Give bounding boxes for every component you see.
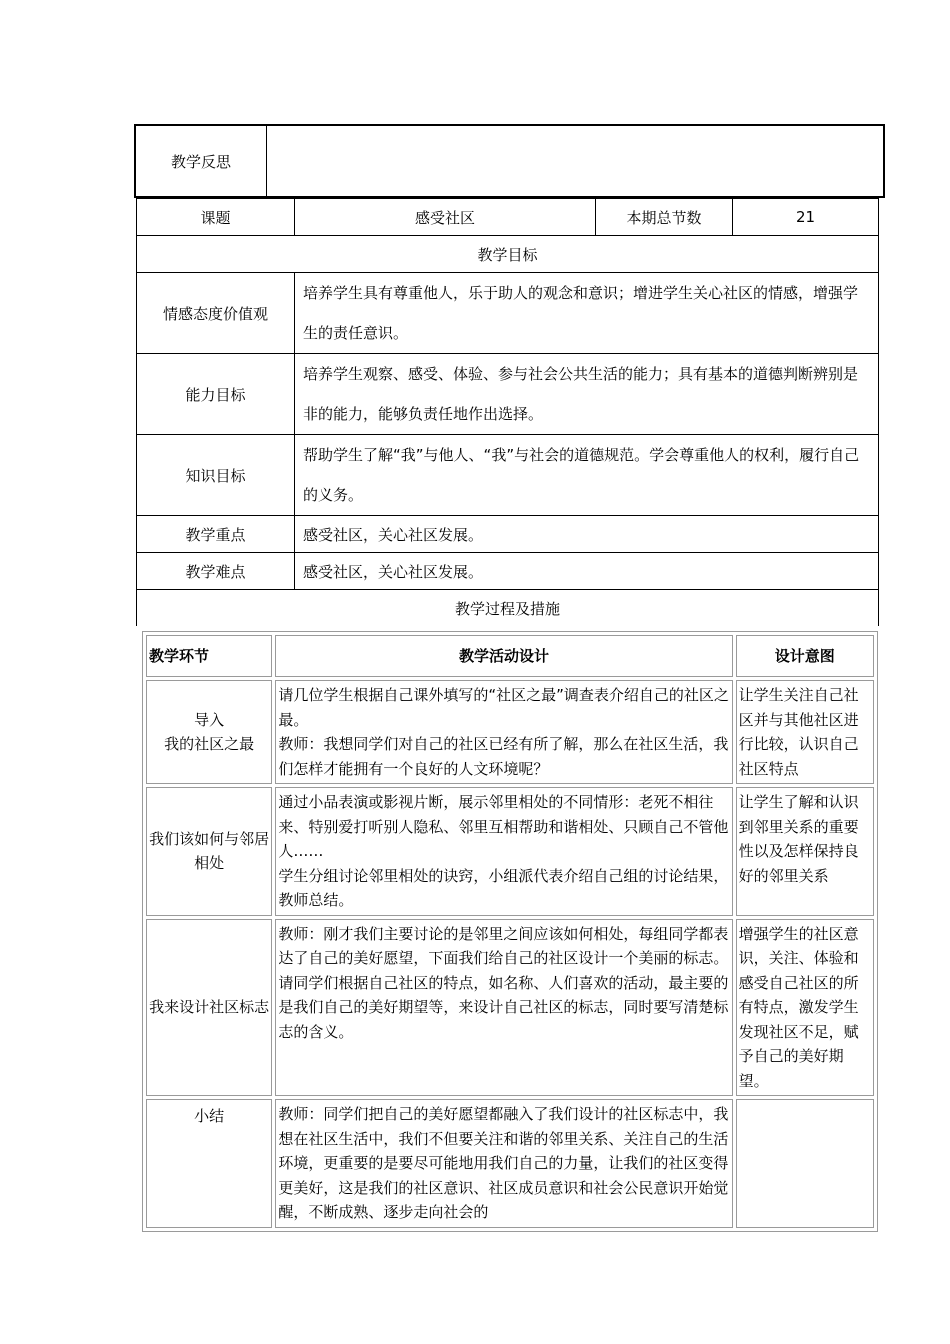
intent-cell: 让学生关注自己社区并与其他社区进行比较，认识自己社区特点 <box>736 680 874 784</box>
stage-cell: 我来设计社区标志 <box>146 919 272 1097</box>
periods-value: 21 <box>733 199 879 236</box>
key-point-text: 感受社区，关心社区发展。 <box>295 516 879 553</box>
reflection-label: 教学反思 <box>136 126 267 196</box>
difficulty-label: 教学难点 <box>137 553 295 590</box>
header-intent: 设计意图 <box>736 635 874 677</box>
goal-label-knowledge: 知识目标 <box>137 435 295 516</box>
table-row <box>146 919 874 1097</box>
table-row <box>146 680 874 784</box>
design-cell: 通过小品表演或影视片断，展示邻里相处的不同情形：老死不相往来、特别爱打听别人隐私、邻里互相帮助和谐相处、只顾自己不管他人…… 学生分组讨论邻里相处的诀窍，小组派代表介绍自己组的讨论结果，教师总结。 <box>275 787 732 916</box>
header-design: 教学活动设计 <box>275 635 732 677</box>
stage-cell: 我们该如何与邻居相处 <box>146 787 272 916</box>
goal-text-ability: 培养学生观察、感受、体验、参与社会公共生活的能力；具有基本的道德判断辨别是非的能力，能够负责任地作出选择。 <box>295 354 879 435</box>
intent-cell: 让学生了解和认识到邻里关系的重要性以及怎样保持良好的邻里关系 <box>736 787 874 916</box>
header-stage: 教学环节 <box>146 635 272 677</box>
design-cell: 请几位学生根据自己课外填写的“社区之最”调查表介绍自己的社区之最。 教师：我想同学们对自己的社区已经有所了解，那么在社区生活，我们怎样才能拥有一个良好的人文环境呢？ <box>275 680 732 784</box>
process-header: 教学过程及措施 <box>137 590 879 627</box>
topic-value: 感受社区 <box>295 199 596 236</box>
stage-cell: 小结 <box>146 1099 272 1228</box>
table-row <box>146 787 874 916</box>
goal-text-affective: 培养学生具有尊重他人，乐于助人的观念和意识；增进学生关心社区的情感，增强学生的责任意识。 <box>295 273 879 354</box>
table-row <box>146 1099 874 1228</box>
goal-label-ability: 能力目标 <box>137 354 295 435</box>
goal-text-knowledge: 帮助学生了解“我”与他人、“我”与社会的道德规范。学会尊重他人的权利，履行自己的义务。 <box>295 435 879 516</box>
intent-cell: 增强学生的社区意识，关注、体验和感受自己社区的所有特点，激发学生发现社区不足，赋予自己的美好期望。 <box>736 919 874 1097</box>
difficulty-text: 感受社区，关心社区发展。 <box>295 553 879 590</box>
reflection-box <box>134 124 885 198</box>
periods-label: 本期总节数 <box>596 199 733 236</box>
intent-cell <box>736 1099 874 1228</box>
goal-label-affective: 情感态度价值观 <box>137 273 295 354</box>
stage-cell: 导入 我的社区之最 <box>146 680 272 784</box>
goals-header: 教学目标 <box>137 236 879 273</box>
lesson-plan-table <box>136 198 879 626</box>
topic-label: 课题 <box>137 199 295 236</box>
key-point-label: 教学重点 <box>137 516 295 553</box>
activity-table <box>142 631 878 1232</box>
design-cell: 教师：刚才我们主要讨论的是邻里之间应该如何相处，每组同学都表达了自己的美好愿望，下面我们给自己的社区设计一个美丽的标志。请同学们根据自己社区的特点，如名称、人们喜欢的活动，最主要的是我们自己的美好期望等，来设计自己社区的标志，同时要写清楚标志的含义。 <box>275 919 732 1097</box>
design-cell: 教师：同学们把自己的美好愿望都融入了我们设计的社区标志中，我想在社区生活中，我们不但要关注和谐的邻里关系、关注自己的生活环境，更重要的是要尽可能地用我们自己的力量，让我们的社区变得更美好，这是我们的社区意识、社区成员意识和社会公民意识开始觉醒，不断成熟、逐步走向社会的 <box>275 1099 732 1228</box>
